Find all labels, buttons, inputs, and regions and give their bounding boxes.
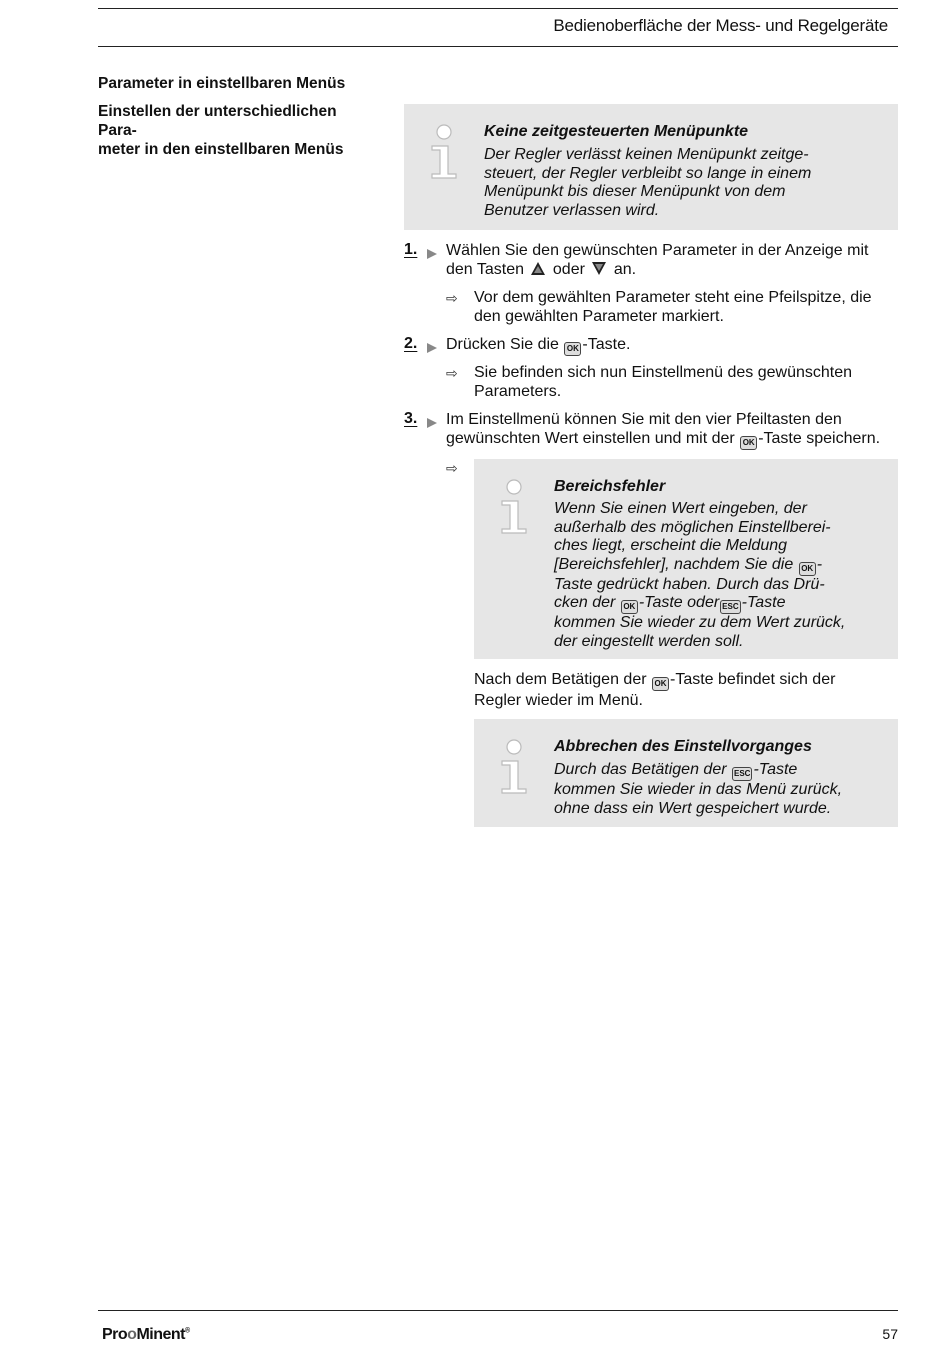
note-line: Taste gedrückt haben. Durch das Drü- xyxy=(554,575,825,593)
step-result xyxy=(474,363,894,401)
step-number: 2. xyxy=(404,335,418,352)
note-body xyxy=(554,500,884,651)
note-title: Keine zeitgesteuerten Menüpunkte xyxy=(484,123,749,140)
note-line: steuert, der Regler verbleibt so lange in einem xyxy=(484,164,812,182)
after-text xyxy=(474,670,894,710)
note-line xyxy=(554,556,884,576)
step-text-part: an. xyxy=(613,261,637,278)
result-line: Parameters. xyxy=(474,383,562,400)
step-text xyxy=(446,410,906,450)
header-rule-bottom xyxy=(98,46,898,47)
ok-key-icon: OK xyxy=(740,436,757,450)
note-line: außerhalb des möglichen Einstellberei- xyxy=(554,518,831,536)
step-line: Im Einstellmenü können Sie mit den vier Pfeiltasten den xyxy=(446,411,842,428)
step-text-part: -Taste. xyxy=(582,336,631,353)
ok-key-icon: OK xyxy=(799,562,816,576)
subheading-line: meter in den einstellbaren Menüs xyxy=(98,141,344,158)
after-text-part: -Taste befindet sich der xyxy=(670,671,836,688)
info-icon xyxy=(498,739,530,795)
step-line xyxy=(446,429,906,450)
note-text-part: -Taste xyxy=(753,761,798,778)
note-text-part: cken der xyxy=(554,594,616,611)
brand-part: o xyxy=(127,1326,137,1343)
brand-part: Minent xyxy=(136,1326,185,1343)
note-line: kommen Sie wieder in das Menü zurück, xyxy=(554,781,843,798)
note-line: Wenn Sie einen Wert eingeben, der xyxy=(554,500,807,517)
brand-registered: ® xyxy=(185,1327,190,1335)
brand-part: Pro xyxy=(102,1326,128,1343)
ok-key-icon: OK xyxy=(564,342,581,356)
esc-key-icon: ESC xyxy=(720,600,740,614)
note-body xyxy=(484,146,811,220)
esc-key-icon: ESC xyxy=(732,767,752,781)
info-icon xyxy=(498,479,530,535)
step-text xyxy=(446,335,630,356)
up-arrow-key-icon xyxy=(530,261,546,276)
note-text-part: -Taste xyxy=(741,594,786,611)
step-line xyxy=(446,260,896,279)
result-line: Vor dem gewählten Parameter steht eine Pfeilspitze, die xyxy=(474,289,872,306)
step-text-part: Drücken Sie die xyxy=(446,336,559,353)
result-arrow-icon: ⇨ xyxy=(446,290,458,306)
note-text-part: -Taste oder xyxy=(638,594,720,611)
step-result xyxy=(474,288,894,326)
step-arrow-icon xyxy=(426,248,438,260)
note-text-part: [Bereichsfehler], nachdem Sie die xyxy=(554,555,794,573)
after-line: Regler wieder im Menü. xyxy=(474,692,643,709)
after-line xyxy=(474,670,894,691)
step-number: 1. xyxy=(404,241,418,258)
footer-rule xyxy=(98,1310,898,1311)
note-text-part: - xyxy=(816,555,823,573)
result-arrow-icon: ⇨ xyxy=(446,365,458,381)
note-line: ches liegt, erscheint die Meldung xyxy=(554,537,788,554)
ok-key-icon: OK xyxy=(621,600,638,614)
step-line: Wählen Sie den gewünschten Parameter in der Anzeige mit xyxy=(446,242,869,259)
note-text-part: Durch das Betätigen der xyxy=(554,761,727,778)
note-line: Benutzer verlassen wird. xyxy=(484,201,660,219)
section-subheading xyxy=(98,102,378,159)
note-title: Bereichsfehler xyxy=(554,478,666,495)
note-line: der eingestellt werden soll. xyxy=(554,632,744,650)
result-line: den gewählten Parameter markiert. xyxy=(474,308,724,325)
info-note-cancel xyxy=(474,719,898,827)
subheading-line: Einstellen der unterschiedlichen Para- xyxy=(98,103,337,139)
header-rule xyxy=(98,8,898,9)
note-line: kommen Sie wieder zu dem Wert zurück, xyxy=(554,614,846,631)
step-arrow-icon xyxy=(426,417,438,429)
section-heading: Parameter in einstellbaren Menüs xyxy=(98,75,346,92)
page-number: 57 xyxy=(882,1326,898,1342)
step-text-part: oder xyxy=(552,261,585,278)
note-line: Der Regler verlässt keinen Menüpunkt zeitge- xyxy=(484,146,809,163)
step-text xyxy=(446,241,896,279)
result-line: Sie befinden sich nun Einstellmenü des gewünschten xyxy=(474,364,853,381)
info-icon xyxy=(428,124,460,180)
result-arrow-icon: ⇨ xyxy=(446,460,458,476)
note-body xyxy=(554,761,884,818)
note-title: Abbrechen des Einstellvorganges xyxy=(554,738,812,755)
note-line: ohne dass ein Wert gespeichert wurde. xyxy=(554,799,832,817)
info-note-range-error xyxy=(474,459,898,659)
note-line: Menüpunkt bis dieser Menüpunkt von dem xyxy=(484,183,786,200)
note-line xyxy=(554,594,884,614)
step-number: 3. xyxy=(404,410,418,427)
info-note-menu-timeout xyxy=(404,104,898,230)
ok-key-icon: OK xyxy=(652,677,669,691)
step-text-part: gewünschten Wert einstellen und mit der xyxy=(446,430,735,447)
after-text-part: Nach dem Betätigen der xyxy=(474,671,647,688)
page-header-title: Bedienoberfläche der Mess- und Regelgeräte xyxy=(553,16,888,35)
step-text-part: den Tasten xyxy=(446,261,524,278)
step-arrow-icon xyxy=(426,342,438,354)
down-arrow-key-icon xyxy=(591,261,607,276)
brand-logo xyxy=(102,1326,190,1344)
note-line xyxy=(554,761,884,781)
step-text-part: -Taste speichern. xyxy=(758,430,881,447)
